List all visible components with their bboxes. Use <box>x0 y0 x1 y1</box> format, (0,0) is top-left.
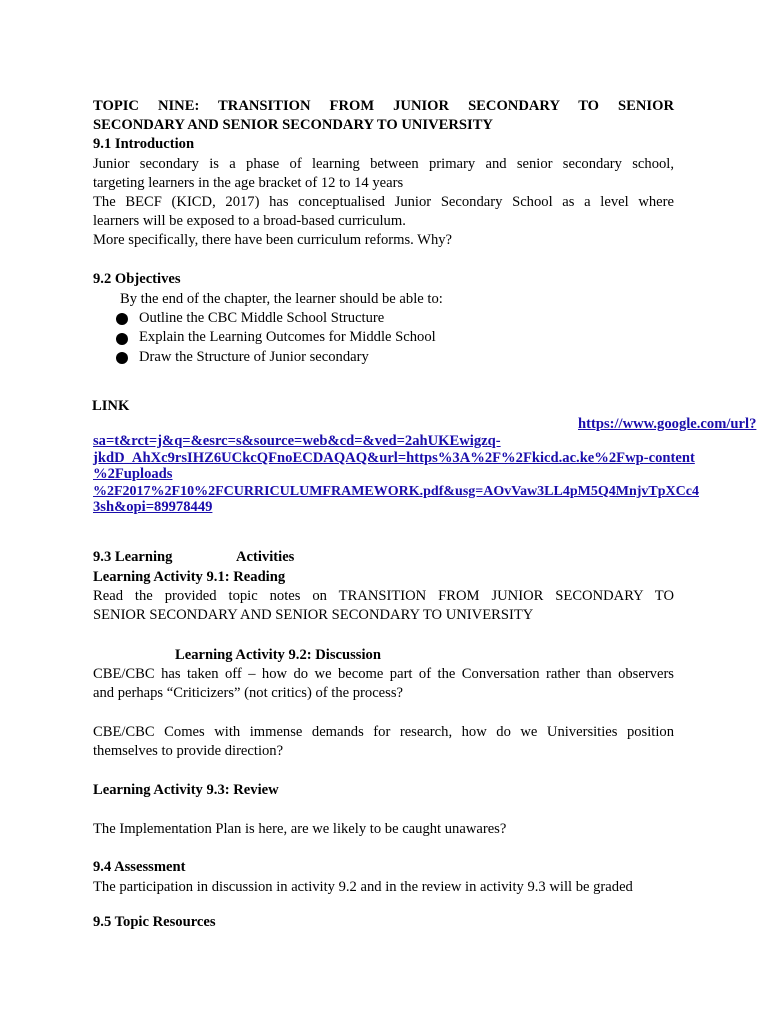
link-url-line-4[interactable]: %2Fuploads <box>93 466 173 482</box>
objective-item: Draw the Structure of Junior secondary <box>139 349 369 365</box>
activity-2-heading: Learning Activity 9.2: Discussion <box>175 647 381 663</box>
link-url-line-2[interactable]: sa=t&rct=j&q=&esrc=s&source=web&cd=&ved=2ahUKEwigzq- <box>93 433 501 449</box>
activity-3-text: The Implementation Plan is here, are we likely to be caught unawares? <box>93 821 507 837</box>
intro-paragraph-3: More specifically, there have been curriculum reforms. Why? <box>93 232 453 248</box>
bullet-icon <box>116 313 128 325</box>
activity-2-paragraph-1-line-2: and perhaps “Criticizers” (not critics) of the process? <box>93 685 403 701</box>
objective-item: Explain the Learning Outcomes for Middle School <box>139 329 436 345</box>
objective-item: Outline the CBC Middle School Structure <box>139 310 385 326</box>
bullet-icon <box>116 352 128 364</box>
link-url-line-5[interactable]: %2F2017%2F10%2FCURRICULUMFRAMEWORK.pdf&usg=AOvVaw3LL4pM5Q4MnjvTpXCc4 <box>93 484 699 499</box>
learning-heading-part-1: 9.3 Learning <box>93 549 173 565</box>
bullet-icon <box>116 333 128 345</box>
activity-2-paragraph-1-line-1: CBE/CBC has taken off – how do we become part of the Conversation rather than observers <box>93 666 674 682</box>
objectives-heading: 9.2 Objectives <box>93 271 181 287</box>
activity-2-paragraph-2-line-2: themselves to provide direction? <box>93 743 284 759</box>
activity-2-paragraph-2-line-1: CBE/CBC Comes with immense demands for research, how do we Universities position <box>93 724 674 740</box>
resources-heading: 9.5 Topic Resources <box>93 914 216 930</box>
intro-heading: 9.1 Introduction <box>93 136 195 152</box>
intro-paragraph-1-line-2: targeting learners in the age bracket of 12 to 14 years <box>93 175 404 191</box>
assessment-text: The participation in discussion in activity 9.2 and in the review in activity 9.3 will be graded <box>93 879 633 895</box>
assessment-heading: 9.4 Assessment <box>93 859 186 875</box>
learning-heading-part-2: Activities <box>236 549 295 565</box>
topic-title-line-1: TOPIC NINE: TRANSITION FROM JUNIOR SECONDARY TO SENIOR <box>93 98 674 114</box>
intro-paragraph-2-line-1: The BECF (KICD, 2017) has conceptualised Junior Secondary School as a level where <box>93 194 674 210</box>
intro-paragraph-1-line-1: Junior secondary is a phase of learning between primary and senior secondary school, <box>93 156 674 172</box>
link-heading: LINK <box>92 398 130 414</box>
activity-1-heading: Learning Activity 9.1: Reading <box>93 569 286 585</box>
link-url-line-6[interactable]: 3sh&opi=89978449 <box>93 499 213 515</box>
activity-1-line-2: SENIOR SECONDARY AND SENIOR SECONDARY TO UNIVERSITY <box>93 607 534 623</box>
topic-title-line-2: SECONDARY AND SENIOR SECONDARY TO UNIVERSITY <box>93 117 493 133</box>
objectives-lead: By the end of the chapter, the learner should be able to: <box>120 291 443 307</box>
link-url-line-3[interactable]: jkdD_AhXc9rsIHZ6UCkcQFnoECDAQAQ&url=https%3A%2F%2Fkicd.ac.ke%2Fwp-content <box>93 450 695 466</box>
link-url-line-1[interactable]: https://www.google.com/url? <box>578 416 757 432</box>
activity-1-line-1: Read the provided topic notes on TRANSITION FROM JUNIOR SECONDARY TO <box>93 588 674 604</box>
intro-paragraph-2-line-2: learners will be exposed to a broad-based curriculum. <box>93 213 406 229</box>
activity-3-heading: Learning Activity 9.3: Review <box>93 782 279 798</box>
